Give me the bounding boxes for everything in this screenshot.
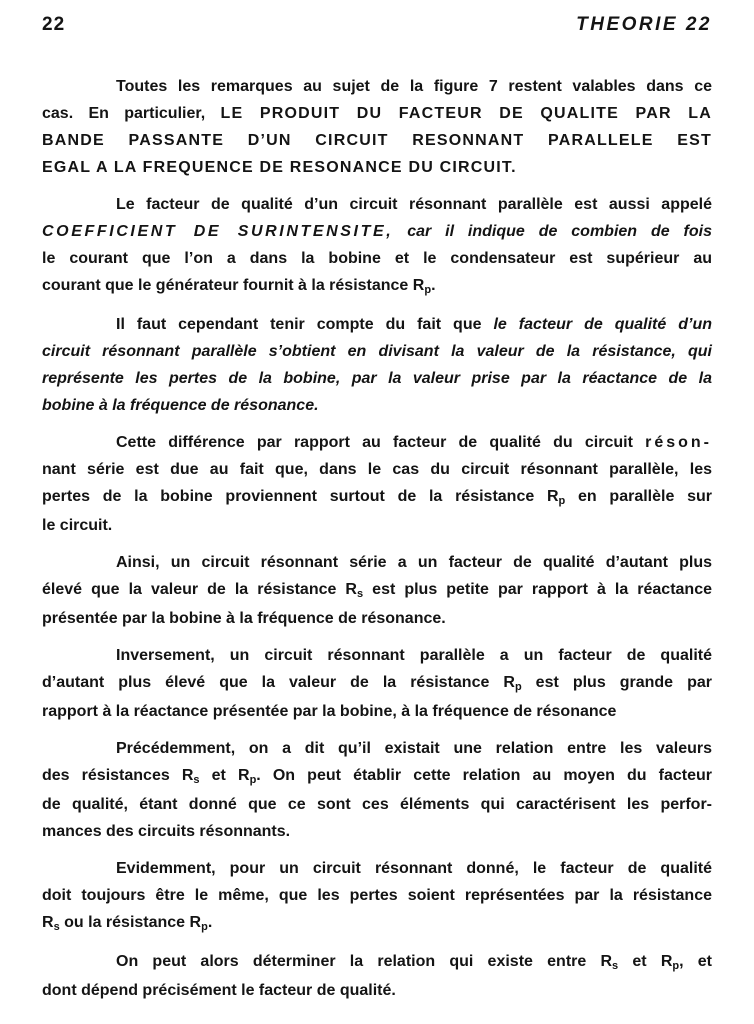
text-segment: Ainsi, un circuit résonnant série a un facteur de qualité d’autant plus [116, 554, 712, 571]
text-segment: rapport à la réactance présentée par la bobine, à la fréquence de résonance [42, 703, 617, 720]
text-segment: pertes de la bobine proviennent surtout de la résistance R [42, 488, 559, 505]
subscript: p [558, 495, 566, 507]
text-line [42, 698, 712, 725]
subscript: p [201, 921, 208, 933]
text-segment: circuit résonnant parallèle s’obtient en divisant la valeur de la résistance, qui [42, 343, 712, 360]
text-line [42, 311, 712, 338]
text-segment: de qualité, étant donné que ce sont ces éléments qui caractérisent les perfor- [42, 796, 712, 813]
text-segment: d’autant plus élevé que la valeur de la résistance R [42, 674, 515, 691]
text-segment: EGAL A LA FREQUENCE DE RESONANCE DU CIRCUIT. [42, 159, 517, 176]
text-line [42, 483, 712, 512]
text-segment: présentée par la bobine à la fréquence de résonance. [42, 610, 446, 627]
text-line [42, 791, 712, 818]
text-line [42, 191, 712, 218]
text-line [42, 512, 712, 539]
text-segment: et R [199, 767, 250, 784]
text-line [42, 272, 712, 301]
paragraph [42, 191, 712, 301]
text-line [42, 365, 712, 392]
text-segment: et R [618, 953, 673, 970]
text-line [42, 338, 712, 365]
text-line [42, 855, 712, 882]
subscript: s [612, 960, 619, 972]
text-segment: On peut alors déterminer la relation qui existe entre R [116, 953, 613, 970]
text-segment: LE PRODUIT DU FACTEUR DE QUALITE PAR LA [220, 105, 712, 122]
text-segment: Toutes les remarques au sujet de la figure 7 restent valables dans ce [116, 78, 712, 95]
subscript: s [53, 921, 60, 933]
text-line [42, 948, 712, 977]
subscript: s [357, 588, 364, 600]
text-segment: Il faut cependant tenir compte du fait que [116, 316, 494, 333]
text-line [42, 642, 712, 669]
text-segment: dont dépend précisément le facteur de qualité. [42, 982, 396, 999]
subscript: p [672, 960, 680, 972]
text-segment: BANDE PASSANTE D’UN CIRCUIT RESONNANT PARALLELE EST [42, 132, 712, 149]
text-segment: car il indique de combien de fois [393, 223, 712, 240]
text-line [42, 245, 712, 272]
paragraph [42, 642, 712, 725]
subscript: p [514, 681, 522, 693]
running-title: THEORIE 22 [576, 14, 712, 35]
text-segment: COEFFICIENT DE SURINTENSITE, [42, 223, 394, 240]
paragraph [42, 948, 712, 1004]
text-line [42, 456, 712, 483]
text-segment: Evidemment, pour un circuit résonnant donné, le facteur de qualité [116, 860, 712, 877]
subscript: p [424, 284, 432, 296]
text-segment: est plus grande par [521, 674, 712, 691]
text-segment: Précédemment, on a dit qu’il existait une relation entre les valeurs [116, 740, 712, 757]
text-line [42, 882, 712, 909]
text-segment: . [207, 914, 213, 931]
text-segment: en parallèle sur [565, 488, 712, 505]
text-segment: doit toujours être le même, que les pertes soient représentées par la résistance [42, 887, 712, 904]
paragraph [42, 855, 712, 938]
text-segment: le courant que l’on a dans la bobine et le condensateur est supérieur au [42, 250, 712, 267]
text-segment: courant que le générateur fournit à la résistance R [42, 277, 425, 294]
subscript: s [193, 774, 200, 786]
text-segment: le circuit. [42, 517, 113, 534]
text-line [42, 73, 712, 100]
subscript: p [249, 774, 257, 786]
text-segment: nant série est due au fait que, dans le cas du circuit résonnant parallèle, les [42, 461, 712, 478]
text-segment: bobine à la fréquence de résonance. [42, 397, 319, 414]
text-line [42, 977, 712, 1004]
text-segment: élevé que la valeur de la résistance R [42, 581, 357, 598]
text-segment: Inversement, un circuit résonnant parallèle a un facteur de qualité [116, 647, 712, 664]
text-segment: des résistances R [42, 767, 194, 784]
text-segment: cas. En particulier, [42, 105, 221, 122]
page-number: 22 [42, 14, 66, 35]
text-line [42, 605, 712, 632]
text-line [42, 392, 712, 419]
text-segment: Cette différence par rapport au facteur de qualité du circuit [116, 434, 646, 451]
text-line [42, 909, 712, 938]
text-line [42, 154, 712, 181]
text-segment: réson- [645, 434, 712, 451]
paragraph [42, 735, 712, 845]
text-line [42, 762, 712, 791]
text-line [42, 735, 712, 762]
text-line [42, 576, 712, 605]
paragraph [42, 549, 712, 632]
text-segment: Le facteur de qualité d’un circuit résonnant parallèle est aussi appelé [116, 196, 712, 213]
paragraph [42, 429, 712, 539]
text-line [42, 429, 712, 456]
text-line [42, 669, 712, 698]
text-line [42, 218, 712, 245]
page-header [42, 14, 712, 36]
text-segment: est plus petite par rapport à la réactance [363, 581, 713, 598]
paragraph [42, 73, 712, 181]
text-segment: R [42, 914, 54, 931]
text-segment: . [431, 277, 436, 294]
text-segment: ou la résistance R [59, 914, 202, 931]
text-line [42, 100, 712, 127]
text-segment: . On peut établir cette relation au moyen du facteur [256, 767, 713, 784]
paragraph [42, 311, 712, 419]
text-segment: , et [679, 953, 713, 970]
text-line [42, 549, 712, 576]
page-body [42, 73, 712, 1004]
text-line [42, 818, 712, 845]
text-line [42, 127, 712, 154]
text-segment: mances des circuits résonnants. [42, 823, 291, 840]
text-segment: le facteur de qualité d’un [493, 316, 712, 333]
text-segment: représente les pertes de la bobine, par la valeur prise par la réactance de la [42, 370, 712, 387]
